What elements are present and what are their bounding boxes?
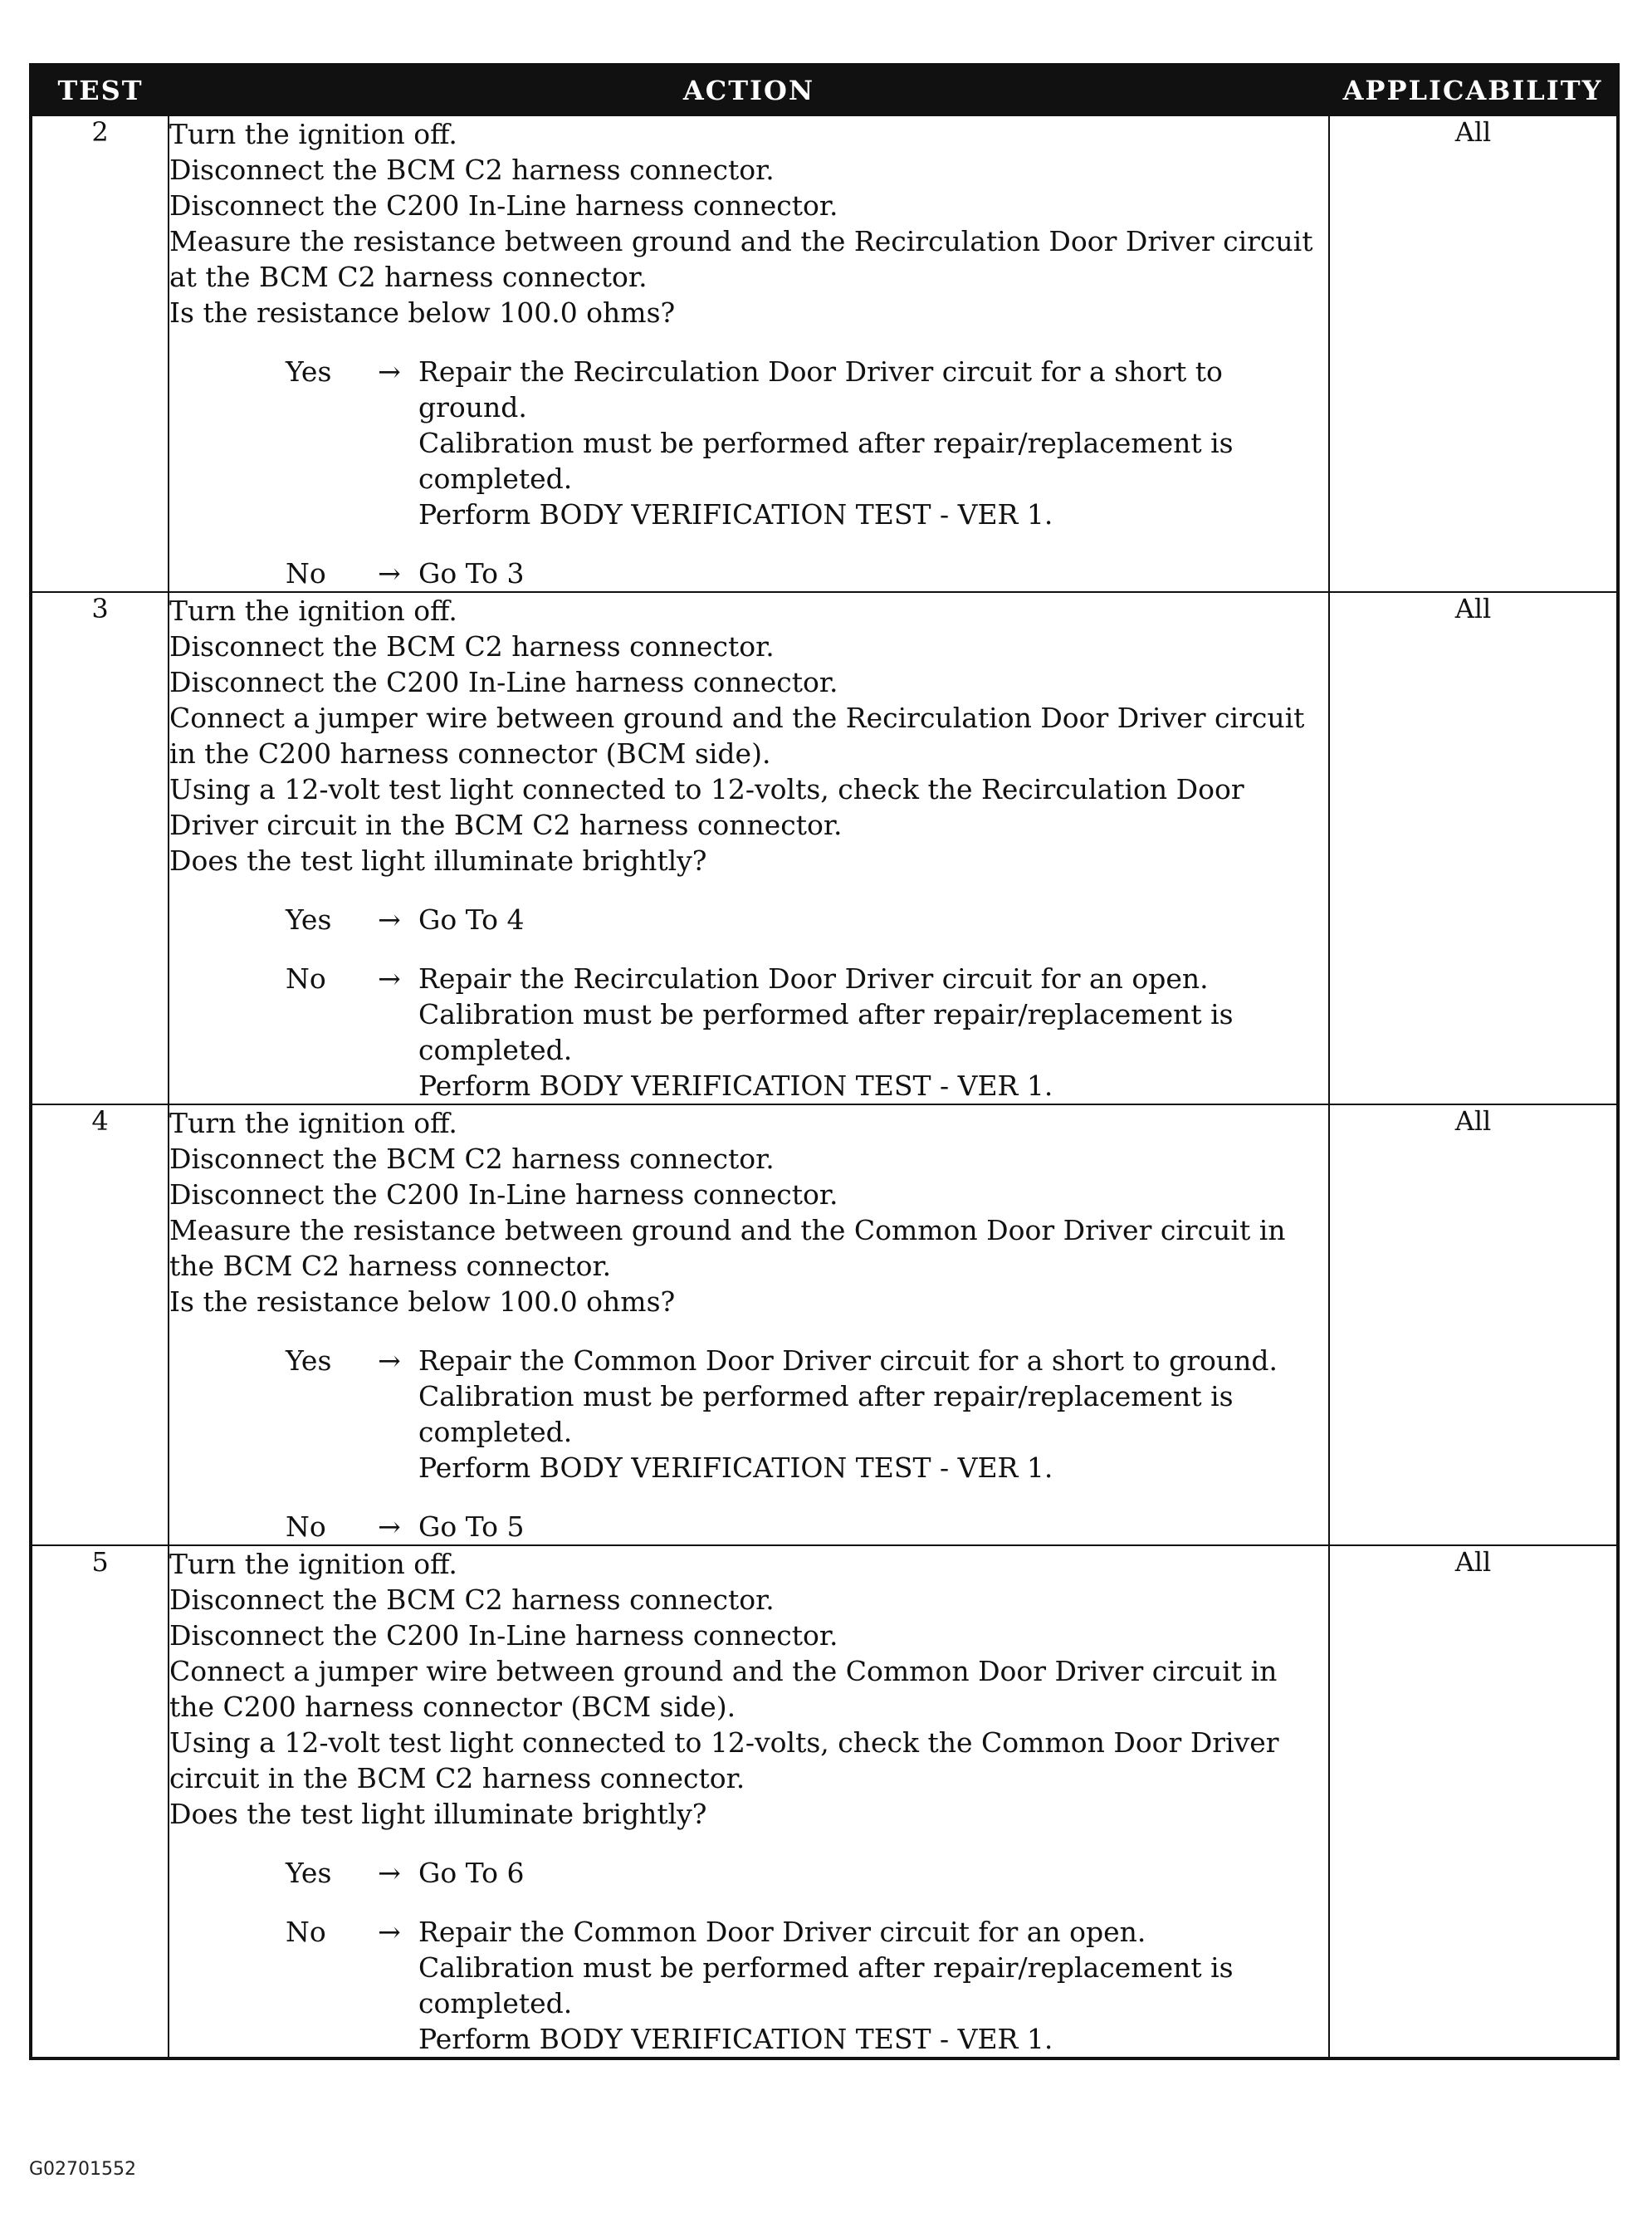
result-no-outcome: [418, 556, 1328, 591]
action-cell: [169, 1545, 1329, 2058]
arrow-right-icon: →: [378, 962, 401, 995]
outcome-line: Calibration must be performed after repair/replacement is completed.: [418, 427, 1234, 495]
action-steps: [169, 593, 1328, 879]
outcome-line: Repair the Common Door Driver circuit for an open.: [418, 1916, 1146, 1948]
outcome-line: Go To 4: [418, 903, 525, 936]
table-row: [31, 592, 1618, 1104]
result-no-label: No: [286, 1916, 326, 1948]
applicability-value: All: [1329, 592, 1618, 1104]
outcome-line: Repair the Common Door Driver circuit for a short to ground.: [418, 1344, 1278, 1377]
test-number: 5: [31, 1545, 169, 2058]
result-no: [169, 1509, 1328, 1544]
arrow-right-icon: →: [378, 355, 401, 388]
action-step: Turn the ignition off.: [169, 595, 457, 627]
action-step: Is the resistance below 100.0 ohms?: [169, 1285, 676, 1318]
action-step: Turn the ignition off.: [169, 1107, 457, 1139]
action-step: Connect a jumper wire between ground and the Recirculation Door Driver circuit in the C200 harness connector (BCM side).: [169, 702, 1305, 770]
result-yes-outcome: [418, 354, 1328, 532]
result-yes-outcome: [418, 902, 1328, 937]
result-yes-label: Yes: [286, 1857, 332, 1889]
diagnostic-test-table: [29, 63, 1620, 2060]
action-step: Disconnect the C200 In-Line harness connector.: [169, 666, 838, 698]
action-steps: [169, 116, 1328, 330]
figure-code: G02701552: [29, 2159, 137, 2180]
result-yes: [169, 354, 1328, 532]
action-step: Measure the resistance between ground and the Recirculation Door Driver circuit at the BCM C2 harness connector.: [169, 225, 1313, 293]
table-row: [31, 1545, 1618, 2058]
action-step: Disconnect the BCM C2 harness connector.: [169, 1584, 775, 1616]
outcome-line: Go To 3: [418, 557, 525, 590]
action-cell: [169, 592, 1329, 1104]
outcome-line: Perform BODY VERIFICATION TEST - VER 1.: [418, 498, 1053, 531]
result-yes-label: Yes: [286, 903, 332, 936]
result-no-label: No: [286, 1510, 326, 1543]
applicability-value: All: [1329, 115, 1618, 592]
table-body: [31, 115, 1618, 2058]
result-no-label: No: [286, 557, 326, 590]
action-step: Disconnect the C200 In-Line harness connector.: [169, 1178, 838, 1211]
outcome-line: Perform BODY VERIFICATION TEST - VER 1.: [418, 2023, 1053, 2055]
action-step: Does the test light illuminate brightly?: [169, 1798, 707, 1830]
outcome-line: Calibration must be performed after repair/replacement is completed.: [418, 1380, 1234, 1448]
header-applicability: APPLICABILITY: [1329, 65, 1618, 115]
action-step: Using a 12-volt test light connected to 12-volts, check the Common Door Driver circuit in the BCM C2 harness connector.: [169, 1726, 1279, 1794]
action-step: Disconnect the BCM C2 harness connector.: [169, 1143, 775, 1175]
outcome-line: Calibration must be performed after repair/replacement is completed.: [418, 1951, 1234, 2019]
action-step: Measure the resistance between ground and the Common Door Driver circuit in the BCM C2 harness connector.: [169, 1214, 1286, 1282]
action-step: Disconnect the C200 In-Line harness connector.: [169, 189, 838, 222]
action-steps: [169, 1105, 1328, 1319]
result-no-outcome: [418, 1914, 1328, 2057]
action-step: Connect a jumper wire between ground and the Common Door Driver circuit in the C200 harness connector (BCM side).: [169, 1655, 1278, 1723]
outcome-line: Calibration must be performed after repair/replacement is completed.: [418, 998, 1234, 1066]
result-yes-outcome: [418, 1343, 1328, 1486]
action-step: Turn the ignition off.: [169, 1548, 457, 1580]
result-no-label: No: [286, 962, 326, 995]
outcome-line: Repair the Recirculation Door Driver circuit for an open.: [418, 962, 1209, 995]
arrow-right-icon: →: [378, 903, 401, 936]
action-step: Is the resistance below 100.0 ohms?: [169, 296, 676, 329]
result-no-outcome: [418, 1509, 1328, 1544]
action-step: Disconnect the C200 In-Line harness connector.: [169, 1619, 838, 1652]
test-number: 2: [31, 115, 169, 592]
arrow-right-icon: →: [378, 1857, 401, 1889]
action-cell: [169, 1104, 1329, 1545]
result-no: [169, 1914, 1328, 2057]
arrow-right-icon: →: [378, 557, 401, 590]
arrow-right-icon: →: [378, 1916, 401, 1948]
header-action: ACTION: [169, 65, 1329, 115]
table-row: [31, 1104, 1618, 1545]
header-test: TEST: [31, 65, 169, 115]
result-no: [169, 961, 1328, 1104]
result-no: [169, 556, 1328, 591]
arrow-right-icon: →: [378, 1510, 401, 1543]
test-number: 4: [31, 1104, 169, 1545]
test-number: 3: [31, 592, 169, 1104]
result-yes: [169, 902, 1328, 937]
outcome-line: Repair the Recirculation Door Driver circuit for a short to ground.: [418, 355, 1223, 423]
action-steps: [169, 1546, 1328, 1832]
table-row: [31, 115, 1618, 592]
result-yes-label: Yes: [286, 355, 332, 388]
action-step: Turn the ignition off.: [169, 118, 457, 150]
outcome-line: Go To 6: [418, 1857, 525, 1889]
action-step: Using a 12-volt test light connected to 12-volts, check the Recirculation Door Driver circuit in the BCM C2 harness connector.: [169, 773, 1244, 841]
action-step: Disconnect the BCM C2 harness connector.: [169, 630, 775, 663]
outcome-line: Perform BODY VERIFICATION TEST - VER 1.: [418, 1070, 1053, 1102]
outcome-line: Perform BODY VERIFICATION TEST - VER 1.: [418, 1451, 1053, 1484]
result-yes-outcome: [418, 1855, 1328, 1891]
result-no-outcome: [418, 961, 1328, 1104]
arrow-right-icon: →: [378, 1344, 401, 1377]
action-cell: [169, 115, 1329, 592]
outcome-line: Go To 5: [418, 1510, 525, 1543]
diagnostic-procedure-sheet: [29, 63, 1616, 2060]
result-yes: [169, 1855, 1328, 1891]
result-yes: [169, 1343, 1328, 1486]
action-step: Disconnect the BCM C2 harness connector.: [169, 154, 775, 186]
result-yes-label: Yes: [286, 1344, 332, 1377]
action-step: Does the test light illuminate brightly?: [169, 844, 707, 877]
table-header-row: [31, 65, 1618, 115]
applicability-value: All: [1329, 1104, 1618, 1545]
applicability-value: All: [1329, 1545, 1618, 2058]
